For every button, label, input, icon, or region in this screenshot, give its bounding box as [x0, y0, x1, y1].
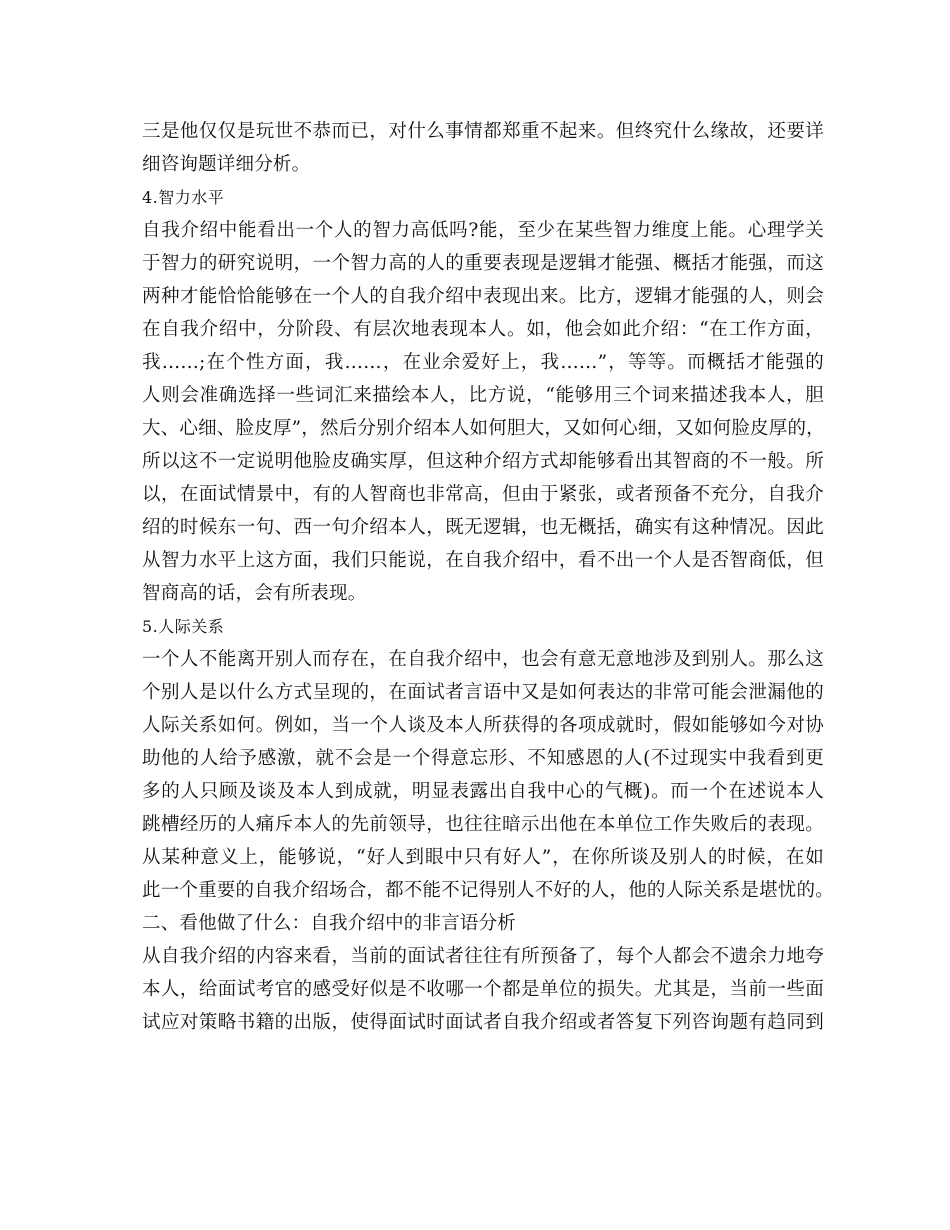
text-line: 所以这不一定说明他脸皮确实厚，但这种介绍方式却能够看出其智商的不一般。所	[142, 451, 824, 472]
text-line: 我……;在个性方面，我……，在业余爱好上，我……”，等等。而概括才能强的	[142, 352, 824, 373]
text-line: 本人，给面试考官的感受好似是不收哪一个都是单位的损失。尤其是，当前一些面	[142, 979, 824, 1000]
text-line: 三是他仅仅是玩世不恭而已，对什么事情都郑重不起来。但终究什么缘故，还要详	[142, 121, 824, 142]
text-line: 二、看他做了什么：自我介绍中的非言语分析	[142, 913, 517, 934]
text-line: 自我介绍中能看出一个人的智力高低吗?能，至少在某些智力维度上能。心理学关	[142, 220, 824, 241]
text-line: 助他的人给予感激，就不会是一个得意忘形、不知感恩的人(不过现实中我看到更	[142, 748, 824, 769]
text-line: 试应对策略书籍的出版，使得面试时面试者自我介绍或者答复下列咨询题有趋同到	[142, 1012, 824, 1033]
section-heading: 5.人际关系	[142, 617, 225, 636]
text-line: 大、心细、脸皮厚”，然后分别介绍本人如何胆大，又如何心细，又如何脸皮厚的，	[142, 418, 825, 439]
text-line: 人则会准确选择一些词汇来描绘本人，比方说，“能够用三个词来描述我本人，胆	[142, 385, 824, 406]
text-line: 一个人不能离开别人而存在，在自我介绍中，也会有意无意地涉及到别人。那么这	[142, 649, 824, 670]
text-line: 个别人是以什么方式呈现的，在面试者言语中又是如何表达的非常可能会泄漏他的	[142, 682, 824, 703]
document-body	[142, 115, 834, 1039]
text-line: 跳槽经历的人痛斥本人的先前领导，也往往暗示出他在本单位工作失败后的表现。	[142, 814, 824, 835]
text-line: 以，在面试情景中，有的人智商也非常高，但由于紧张，或者预备不充分，自我介	[142, 484, 824, 505]
text-line: 人际关系如何。例如，当一个人谈及本人所获得的各项成就时，假如能够如今对协	[142, 715, 824, 736]
text-line: 于智力的研究说明，一个智力高的人的重要表现是逻辑才能强、概括才能强，而这	[142, 253, 824, 274]
text-line: 智商高的话，会有所表现。	[142, 583, 367, 604]
text-line: 从某种意义上，能够说，“好人到眼中只有好人”，在你所谈及别人的时候，在如	[142, 847, 824, 868]
section-heading: 4.智力水平	[142, 188, 225, 207]
text-line: 多的人只顾及谈及本人到成就，明显表露出自我中心的气概)。而一个在述说本人	[142, 781, 824, 802]
text-line: 两种才能恰恰能够在一个人的自我介绍中表现出来。比方，逻辑才能强的人，则会	[142, 286, 824, 307]
text-line: 在自我介绍中，分阶段、有层次地表现本人。如，他会如此介绍：“在工作方面，	[142, 319, 824, 340]
text-line: 绍的时候东一句、西一句介绍本人，既无逻辑，也无概括，确实有这种情况。因此	[142, 517, 824, 538]
text-line: 从自我介绍的内容来看，当前的面试者往往有所预备了，每个人都会不遗余力地夸	[142, 946, 824, 967]
text-line: 此一个重要的自我介绍场合，都不能不记得别人不好的人，他的人际关系是堪忧的。	[142, 880, 834, 901]
text-line: 从智力水平上这方面，我们只能说，在自我介绍中，看不出一个人是否智商低，但	[142, 550, 824, 571]
text-line: 细咨询题详细分析。	[142, 154, 311, 175]
